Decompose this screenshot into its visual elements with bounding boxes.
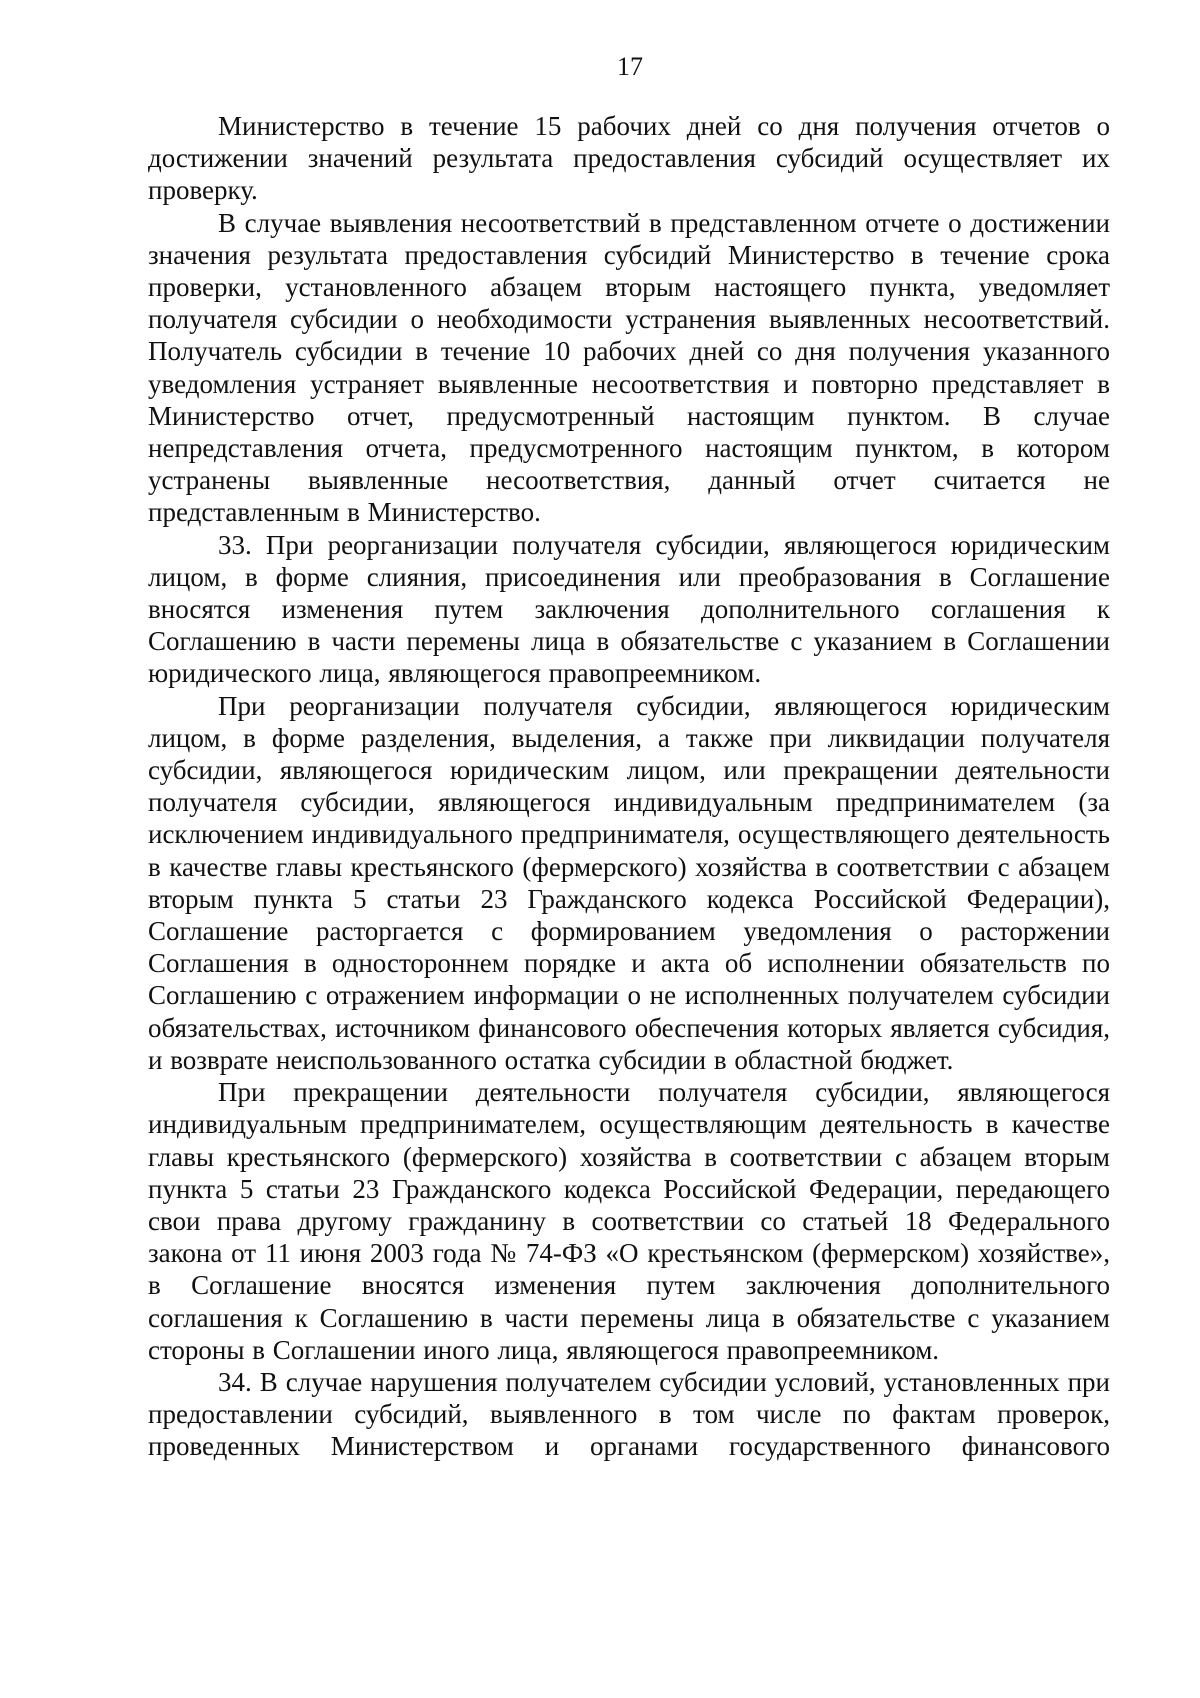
- paragraph-33-reorganization-merger: 33. При реорганизации получателя субсидии, являющегося юридическим лицом, в форме слияния, присоединения или преобразования в Соглашение вносятся изменения путем заключения дополнительного соглашения к Соглашению в части перемены лица в обязательстве с указанием в Соглашении юридического лица, являющегося правопреемником.: [148, 529, 1110, 689]
- paragraph-34-violation: 34. В случае нарушения получателем субсидии условий, установленных при предоставлении субсидий, выявленного в том числе по фактам проверок, проведенных Министерством и органами государственного финансового: [148, 1366, 1110, 1462]
- paragraph-farm-termination: При прекращении деятельности получателя субсидии, являющегося индивидуальным предпринимателем, осуществляющим деятельность в качестве главы крестьянского (фермерского) хозяйства в соответствии с абзацем вторым пункта 5 статьи 23 Гражданского кодекса Российской Федерации, передающего свои права другому гражданину в соответствии со статьей 18 Федерального закона от 11 июня 2003 года № 74-ФЗ «О крестьянском (фермерском) хозяйстве», в Соглашение вносятся изменения путем заключения дополнительного соглашения к Соглашению в части перемены лица в обязательстве с указанием стороны в Соглашении иного лица, являющегося правопреемником.: [148, 1077, 1110, 1365]
- document-body: [148, 110, 1110, 1463]
- page-number: 17: [617, 52, 643, 81]
- paragraph-nonconformity: В случае выявления несоответствий в представленном отчете о достижении значения результата предоставления субсидий Министерство в течение срока проверки, установленного абзацем вторым настоящего пункта, уведомляет получателя субсидии о необходимости устранения выявленных несоответствий. Получатель субсидии в течение 10 рабочих дней со дня получения указанного уведомления устраняет выявленные несоответствия и повторно представляет в Министерство отчет, предусмотренный настоящим пунктом. В случае непредставления отчета, предусмотренного настоящим пунктом, в котором устранены выявленные несоответствия, данный отчет считается не представленным в Министерство.: [148, 207, 1110, 528]
- paragraph-report-check: Министерство в течение 15 рабочих дней со дня получения отчетов о достижении значений результата предоставления субсидий осуществляет их проверку.: [148, 111, 1110, 206]
- paragraph-reorganization-division: При реорганизации получателя субсидии, являющегося юридическим лицом, в форме разделения, выделения, а также при ликвидации получателя субсидии, являющегося юридическим лицом, или прекращении деятельности получателя субсидии, являющегося индивидуальным предпринимателем (за исключением индивидуального предпринимателя, осуществляющего деятельность в качестве главы крестьянского (фермерского) хозяйства в соответствии с абзацем вторым пункта 5 статьи 23 Гражданского кодекса Российской Федерации), Соглашение расторгается с формированием уведомления о расторжении Соглашения в одностороннем порядке и акта об исполнении обязательств по Соглашению с отражением информации о не исполненных получателем субсидии обязательствах, источником финансового обеспечения которых является субсидия, и возврате неиспользованного остатка субсидии в областной бюджет.: [148, 690, 1110, 1075]
